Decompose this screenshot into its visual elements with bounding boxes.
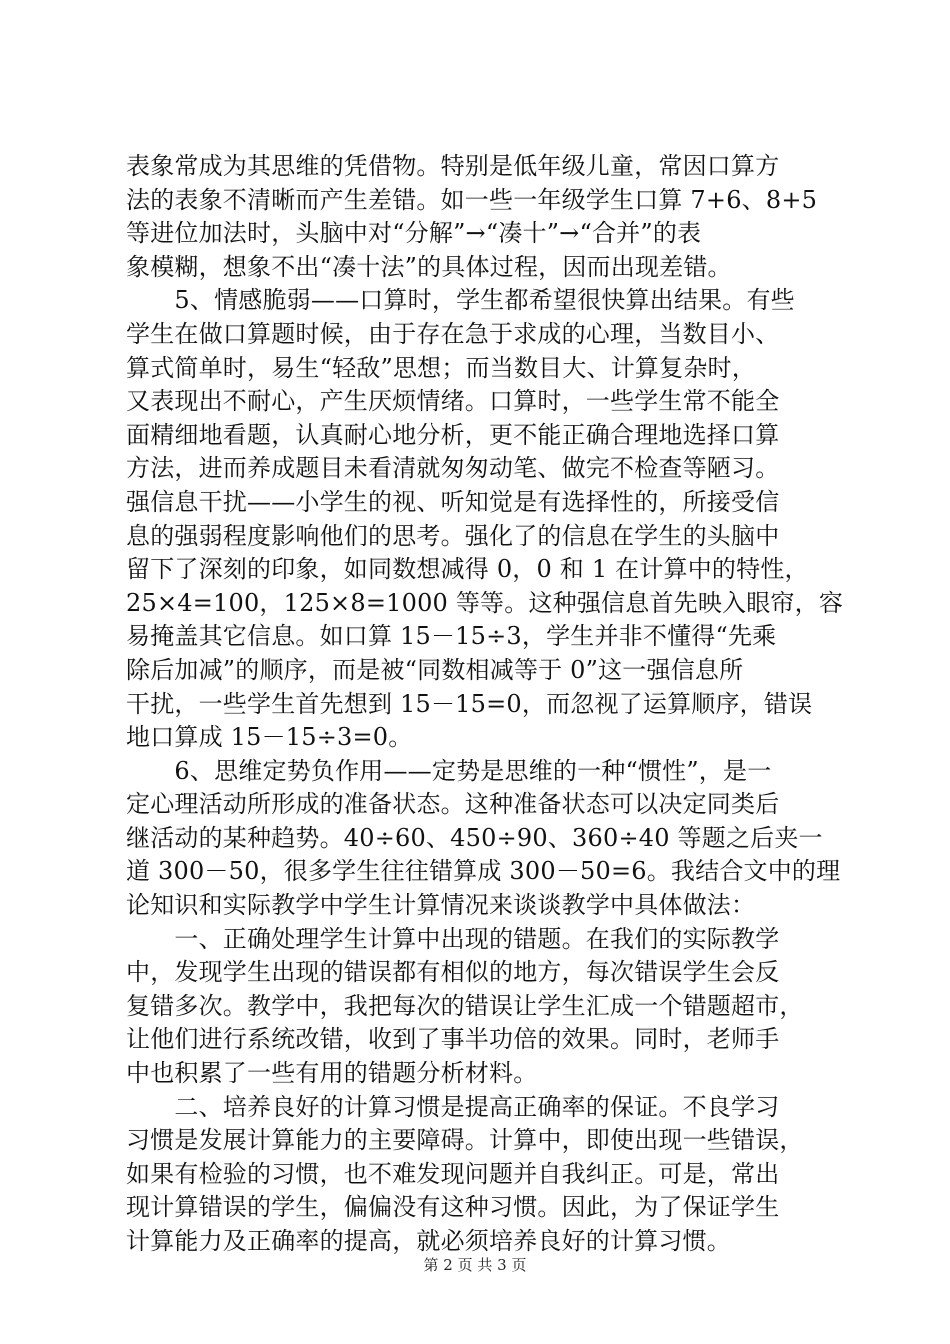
text-line: 中，发现学生出现的错误都有相似的地方，每次错误学生会反	[126, 958, 780, 987]
text-line: 让他们进行系统改错，收到了事半功倍的效果。同时，老师手	[126, 1025, 780, 1054]
text-line: 中也积累了一些有用的错题分析材料。	[126, 1059, 538, 1088]
text-line: 二、培养良好的计算习惯是提高正确率的保证。不良学习	[126, 1092, 780, 1121]
text-line: 除后加减”的顺序，而是被“同数相减等于 0”这一强信息所	[126, 655, 744, 684]
text-line: 强信息干扰——小学生的视、听知觉是有选择性的，所接受信	[126, 487, 780, 516]
text-line: 表象常成为其思维的凭借物。特别是低年级儿童，常因口算方	[126, 152, 780, 180]
document-body	[126, 150, 844, 1259]
text-line: 等进位加法时，头脑中对“分解”→“凑十”→“合并”的表	[126, 219, 702, 248]
text-line: 留下了深刻的印象，如同数想减得 0，0 和 1 在计算中的特性，	[126, 555, 809, 584]
text-line: 一、正确处理学生计算中出现的错题。在我们的实际教学	[126, 924, 780, 953]
text-line: 5、情感脆弱——口算时，学生都希望很快算出结果。有些	[126, 286, 795, 315]
text-line: 学生在做口算题时候，由于存在急于求成的心理，当数目小、	[126, 319, 780, 348]
text-line: 象模糊，想象不出“凑十法”的具体过程，因而出现差错。	[126, 252, 732, 281]
text-line: 方法，进而养成题目未看清就匆匆动笔、做完不检查等陋习。	[126, 454, 780, 483]
text-line: 法的表象不清晰而产生差错。如一些一年级学生口算 7+6、8+5	[126, 185, 818, 214]
text-line: 复错多次。教学中，我把每次的错误让学生汇成一个错题超市，	[126, 991, 804, 1020]
text-line: 息的强弱程度影响他们的思考。强化了的信息在学生的头脑中	[126, 521, 780, 550]
text-line: 面精细地看题，认真耐心地分析，更不能正确合理地选择口算	[126, 420, 780, 449]
text-line: 干扰，一些学生首先想到 15－15=0，而忽视了运算顺序，错误	[126, 689, 813, 718]
page-number-footer: 第 2 页 共 3 页	[423, 1256, 527, 1274]
text-line: 道 300－50，很多学生往往错算成 300－50=6。我结合文中的理	[126, 857, 841, 886]
text-line: 易掩盖其它信息。如口算 15－15÷3，学生并非不懂得“先乘	[126, 622, 777, 651]
text-line: 论知识和实际教学中学生计算情况来谈谈教学中具体做法：	[126, 891, 756, 920]
text-line: 定心理活动所形成的准备状态。这种准备状态可以决定同类后	[126, 790, 780, 819]
text-line: 计算能力及正确率的提高，就必须培养良好的计算习惯。	[126, 1227, 731, 1255]
text-line: 继活动的某种趋势。40÷60、450÷90、360÷40 等题之后夹一	[126, 823, 823, 852]
text-line: 25×4=100，125×8=1000 等等。这种强信息首先映入眼帘，容	[126, 588, 844, 617]
text-line: 如果有检验的习惯，也不难发现问题并自我纠正。可是，常出	[126, 1159, 780, 1188]
text-line: 地口算成 15－15÷3=0。	[126, 723, 413, 752]
text-line: 现计算错误的学生，偏偏没有这种习惯。因此，为了保证学生	[126, 1193, 780, 1222]
text-line: 又表现出不耐心，产生厌烦情绪。口算时，一些学生常不能全	[126, 387, 780, 416]
text-line: 算式简单时，易生“轻敌”思想；而当数目大、计算复杂时，	[126, 353, 756, 382]
text-line: 6、思维定势负作用——定势是思维的一种“惯性”，是一	[126, 756, 772, 785]
text-line: 习惯是发展计算能力的主要障碍。计算中，即使出现一些错误，	[126, 1126, 804, 1155]
